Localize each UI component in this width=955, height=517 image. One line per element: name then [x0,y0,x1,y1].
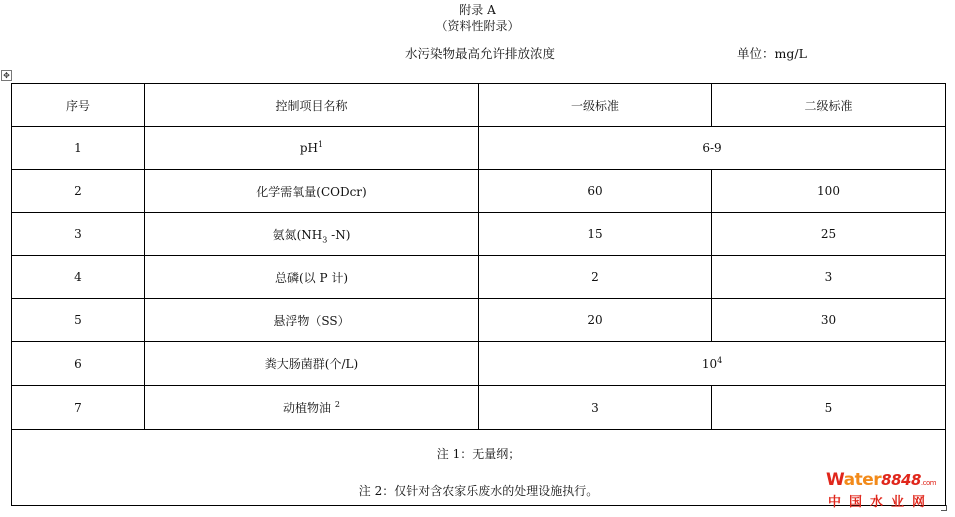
row-name-text: pH [299,141,319,155]
header-level1: 一级标准 [479,84,712,127]
notes-cell [12,430,946,506]
footnote-ref: 2 [334,400,340,409]
row-level1: 15 [479,213,712,256]
header-level2: 二级标准 [712,84,946,127]
row-name [145,213,479,256]
table-header-row [12,84,946,127]
note-2: 注 2：仅针对含农家乐废水的处理设施执行。 [358,484,599,498]
row-name-pre: 氨氮(NH [272,227,323,242]
row-name: 悬浮物（SS） [145,299,479,342]
table-title: 水污染物最高允许排放浓度 [405,46,556,61]
row-level1: 60 [479,170,712,213]
footnote-ref: 1 [318,140,324,149]
page-corner-mark [941,505,947,511]
row-no: 3 [12,213,145,256]
watermark-w: W [826,470,844,490]
table-row [12,256,946,299]
watermark-com: .com [920,479,937,487]
row-level2: 5 [712,386,946,430]
watermark-brand [826,471,936,492]
row-name [145,386,479,430]
row-no: 5 [12,299,145,342]
header-no: 序号 [12,84,145,127]
row-level2: 100 [712,170,946,213]
row-merged-value [479,342,946,386]
notes-row [12,430,946,506]
appendix-type: （资料性附录） [435,19,520,33]
row-no: 2 [12,170,145,213]
watermark-num: 8848 [881,471,921,489]
table-row [12,342,946,386]
table-row [12,127,946,170]
merged-base: 10 [701,356,718,371]
row-no: 4 [12,256,145,299]
row-level1: 2 [479,256,712,299]
row-level2: 3 [712,256,946,299]
row-level1: 3 [479,386,712,430]
watermark-cn: 中国水业网 [828,495,934,510]
row-name-post: -N) [327,227,351,242]
row-name: 化学需氧量(CODcr) [145,170,479,213]
watermark-ater: ater [843,470,882,490]
row-name: 总磷(以 P 计) [145,256,479,299]
row-name: 粪大肠菌群(个/L) [145,342,479,386]
row-no: 1 [12,127,145,170]
appendix-label: 附录 A [459,3,496,17]
watermark-logo [826,471,946,511]
emission-standards-table [11,83,946,506]
row-name [145,127,479,170]
row-level2: 25 [712,213,946,256]
table-move-handle-icon[interactable]: ✥ [1,70,12,81]
table-row [12,170,946,213]
unit-label: 单位：mg/L [737,46,807,61]
row-name-sub: 3 [322,234,328,244]
row-no: 6 [12,342,145,386]
row-no: 7 [12,386,145,430]
merged-exponent: 4 [717,355,723,365]
header-item-name: 控制项目名称 [145,84,479,127]
table-row [12,386,946,430]
row-merged-value: 6-9 [479,127,946,170]
table-row [12,299,946,342]
row-name-text: 动植物油 [283,401,332,415]
note-1: 注 1：无量纲； [436,447,521,461]
table-row [12,213,946,256]
row-level1: 20 [479,299,712,342]
row-level2: 30 [712,299,946,342]
